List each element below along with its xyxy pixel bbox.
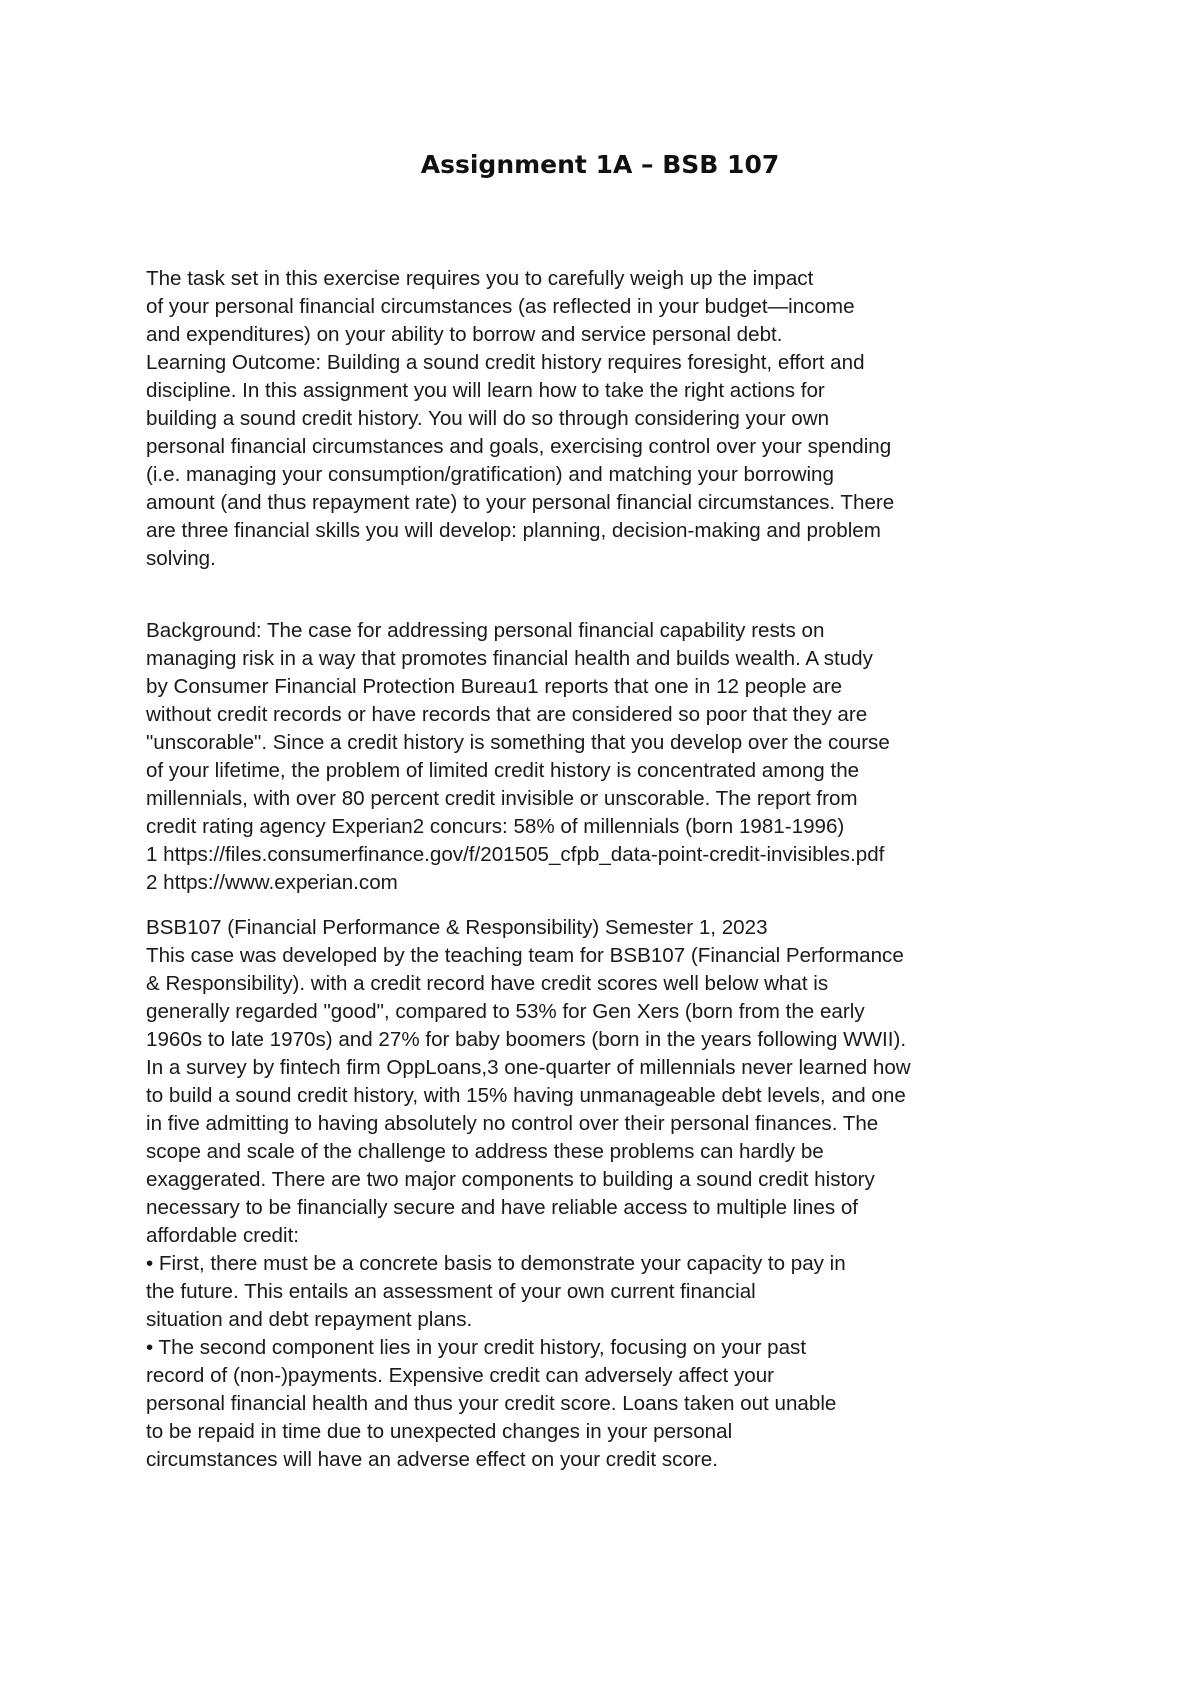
text-line: This case was developed by the teaching team for BSB107 (Financial Performance (146, 944, 904, 967)
text-line: necessary to be financially secure and have reliable access to multiple lines of (146, 1196, 859, 1219)
document-body (146, 265, 1066, 1502)
text-line: and expenditures) on your ability to borrow and service personal debt. (146, 323, 783, 346)
text-line: to build a sound credit history, with 15% having unmanageable debt levels, and one (146, 1084, 906, 1107)
intro-paragraph (146, 265, 1066, 573)
text-line: exaggerated. There are two major components to building a sound credit history (146, 1168, 875, 1191)
text-line: (i.e. managing your consumption/gratification) and matching your borrowing (146, 463, 834, 486)
document-title: Assignment 1A – BSB 107 (420, 150, 780, 179)
text-line: generally regarded "good", compared to 53% for Gen Xers (born from the early (146, 1000, 865, 1023)
bullet-list (146, 1250, 1066, 1502)
text-line: The task set in this exercise requires you to carefully weigh up the impact (146, 267, 814, 290)
bullet-item-second: • The second component lies in your credit history, focusing on your past (146, 1336, 807, 1359)
text-line: personal financial health and thus your credit score. Loans taken out unable (146, 1392, 837, 1415)
text-line: millennials, with over 80 percent credit invisible or unscorable. The report from (146, 787, 858, 810)
paragraph-gap (146, 573, 1066, 617)
paragraph-gap (146, 897, 1066, 914)
text-line: building a sound credit history. You will do so through considering your own (146, 407, 830, 430)
text-line: managing risk in a way that promotes financial health and builds wealth. A study (146, 647, 873, 670)
text-line: are three financial skills you will develop: planning, decision-making and problem (146, 519, 881, 542)
footnote-2: 2 https://www.experian.com (146, 871, 398, 894)
text-line: the future. This entails an assessment of your own current financial (146, 1280, 756, 1303)
text-line: discipline. In this assignment you will learn how to take the right actions for (146, 379, 825, 402)
text-line: In a survey by fintech firm OppLoans,3 one-quarter of millennials never learned how (146, 1056, 911, 1079)
text-line: solving. (146, 547, 216, 570)
footnote-1: 1 https://files.consumerfinance.gov/f/201505_cfpb_data-point-credit-invisibles.pdf (146, 843, 885, 866)
text-line: in five admitting to having absolutely no control over their personal finances. The (146, 1112, 879, 1135)
background-paragraph (146, 617, 1066, 897)
text-line: without credit records or have records that are considered so poor that they are (146, 703, 868, 726)
text-line: personal financial circumstances and goals, exercising control over your spending (146, 435, 892, 458)
text-line: to be repaid in time due to unexpected changes in your personal (146, 1420, 733, 1443)
text-line: scope and scale of the challenge to address these problems can hardly be (146, 1140, 824, 1163)
text-line: record of (non-)payments. Expensive credit can adversely affect your (146, 1364, 775, 1387)
text-line: by Consumer Financial Protection Bureau1 reports that one in 12 people are (146, 675, 843, 698)
text-line: 1960s to late 1970s) and 27% for baby boomers (born in the years following WWII). (146, 1028, 907, 1051)
text-line: circumstances will have an adverse effect on your credit score. (146, 1448, 718, 1471)
text-line: of your personal financial circumstances (as reflected in your budget—income (146, 295, 855, 318)
course-header-line: BSB107 (Financial Performance & Responsibility) Semester 1, 2023 (146, 916, 768, 939)
text-line: credit rating agency Experian2 concurs: 58% of millennials (born 1981-1996) (146, 815, 845, 838)
text-line: situation and debt repayment plans. (146, 1308, 473, 1331)
text-line: Background: The case for addressing personal financial capability rests on (146, 619, 825, 642)
text-line: amount (and thus repayment rate) to your personal financial circumstances. There (146, 491, 895, 514)
text-line (146, 1474, 1066, 1502)
bullet-item-first: • First, there must be a concrete basis to demonstrate your capacity to pay in (146, 1252, 846, 1275)
text-line: & Responsibility). with a credit record have credit scores well below what is (146, 972, 829, 995)
text-line: of your lifetime, the problem of limited credit history is concentrated among the (146, 759, 860, 782)
case-paragraph (146, 914, 1066, 1250)
text-line: "unscorable". Since a credit history is something that you develop over the course (146, 731, 890, 754)
text-line: Learning Outcome: Building a sound credit history requires foresight, effort and (146, 351, 865, 374)
text-line: affordable credit: (146, 1224, 300, 1247)
